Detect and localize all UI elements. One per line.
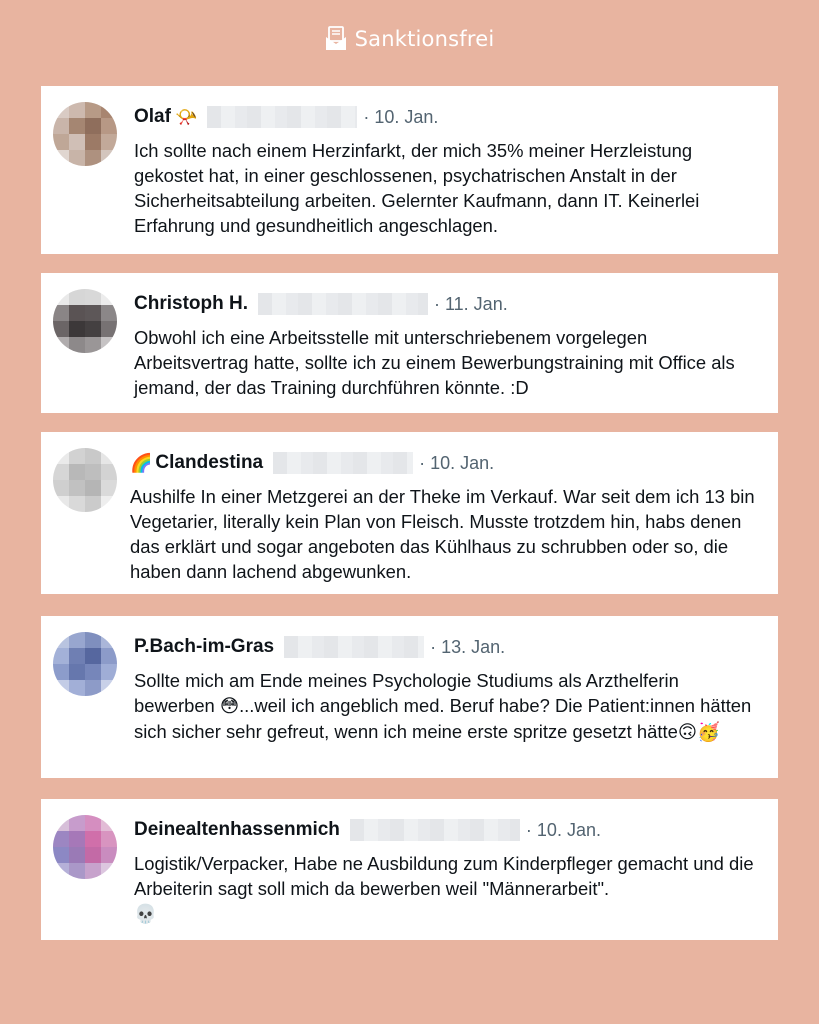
redacted-handle xyxy=(273,452,413,474)
envelope-document-icon xyxy=(325,26,347,52)
post-card xyxy=(41,432,778,594)
post-date[interactable]: · 10. Jan. xyxy=(525,819,601,840)
postal-horn-emoji: 📯 xyxy=(174,106,198,128)
post-date[interactable]: · 10. Jan. xyxy=(363,106,439,127)
redacted-handle xyxy=(350,819,520,841)
post-text: Obwohl ich eine Arbeitsstelle mit unterschriebenem vorgelegen Arbeitsvertrag hatte, sollte ich zu einem Bewerbungstraining mit Office als jemand, der das Training durchführen könnte. :D xyxy=(134,327,735,398)
post-card xyxy=(41,616,778,778)
post-text xyxy=(134,668,762,745)
post-meta xyxy=(130,450,762,476)
avatar[interactable] xyxy=(53,448,117,512)
post-date[interactable]: · 10. Jan. xyxy=(419,452,495,473)
post-text-part: Sollte mich am Ende meines Psychologie Studiums als Arzthelferin bewerben xyxy=(134,670,679,716)
post-card xyxy=(41,273,778,413)
author-name[interactable]: Christoph H. xyxy=(134,293,248,314)
post-date[interactable]: · 13. Jan. xyxy=(430,636,506,657)
post-card xyxy=(41,86,778,254)
author-name[interactable]: Olaf xyxy=(134,106,171,127)
post-card xyxy=(41,799,778,940)
avatar[interactable] xyxy=(53,815,117,879)
avatar[interactable] xyxy=(53,632,117,696)
rainbow-emoji: 🌈 xyxy=(130,452,153,474)
redacted-handle xyxy=(207,106,357,128)
post-text-part: ...weil ich angeblich med. Beruf habe? Die Patient:innen hätten sich sicher sehr gefreut, wenn ich meine erste spritze gesetzt hätte xyxy=(134,695,752,742)
post-meta xyxy=(134,634,762,660)
brand-header xyxy=(0,22,819,56)
post-meta xyxy=(134,291,762,317)
post-meta xyxy=(134,817,762,843)
redacted-handle xyxy=(258,293,428,315)
skull-emoji: 💀 xyxy=(134,904,157,925)
post-date[interactable]: · 11. Jan. xyxy=(434,293,508,314)
author-name[interactable]: Deinealtenhassenmich xyxy=(134,819,340,840)
brand-name[interactable]: Sanktionsfrei xyxy=(354,27,495,51)
post-text xyxy=(134,851,762,927)
avatar[interactable] xyxy=(53,102,117,166)
redacted-handle xyxy=(284,636,424,658)
post-meta xyxy=(134,104,762,130)
flushed-face-emoji: 😳 xyxy=(219,696,240,717)
author-name[interactable]: Clandestina xyxy=(155,452,264,473)
author-name[interactable]: P.Bach-im-Gras xyxy=(134,636,275,657)
post-text: Aushilfe In einer Metzgerei an der Theke im Verkauf. War seit dem ich 13 bin Vegetarier, literally kein Plan von Fleisch. Musste trotzdem hin, habs denen das erklärt und sogar angeboten das Kühlhaus zu schrubben oder so, die haben dann lachend abgewunken. xyxy=(130,486,755,582)
avatar[interactable] xyxy=(53,289,117,353)
post-text: Ich sollte nach einem Herzinfarkt, der mich 35% meiner Herzleistung gekostet hat, in einer geschlossenen, psychatrischen Anstalt in der Sicherheitsabteilung arbeiten. Gelernter Kaufmann, dann IT. Keinerlei Erfahrung und gesundheitlich angeschlagen. xyxy=(134,140,700,236)
upside-down-party-emoji: 🙃🥳 xyxy=(677,722,720,743)
post-text-part: Logistik/Verpacker, Habe ne Ausbildung zum Kinderpfleger gemacht und die Arbeiterin sagt soll mich da bewerben weil "Männerarbeit". xyxy=(134,853,754,899)
